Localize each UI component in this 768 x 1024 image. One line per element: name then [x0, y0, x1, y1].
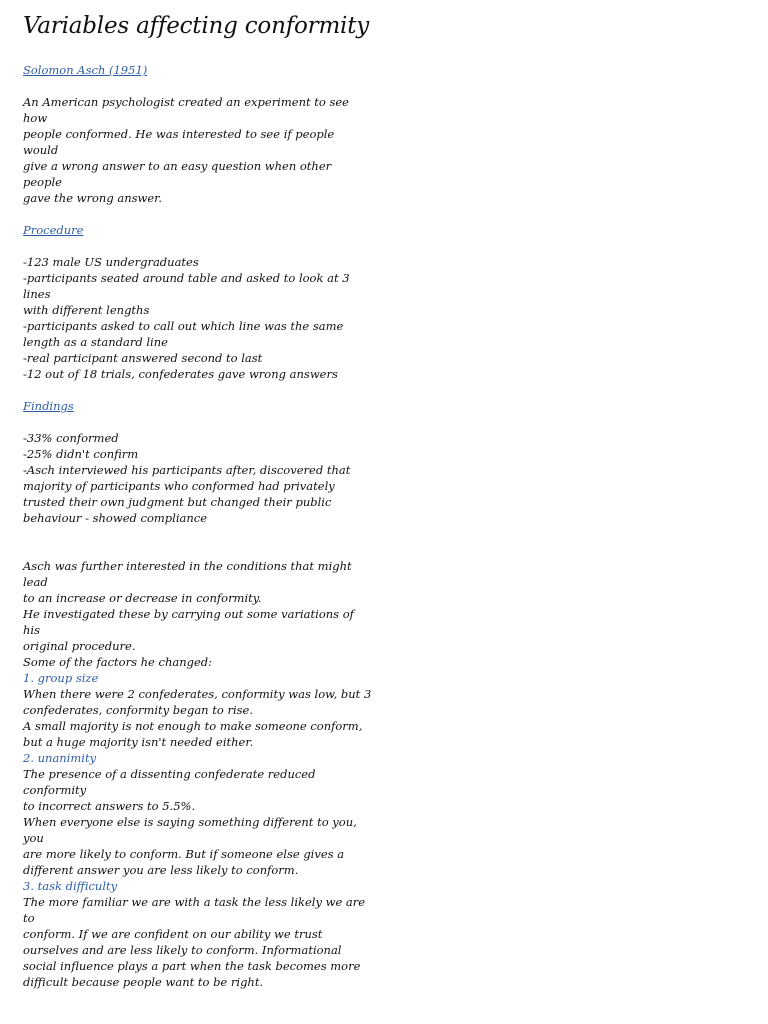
factor-group-size-text: When there were 2 confederates, conformity was low, but 3 confederates, conformity began to rise. A small majority is not enough to make someone conform, but a huge majority isn't needed either.: [23, 687, 372, 749]
factor-unanimity-text: The presence of a dissenting confederate reduced conformity to incorrect answers to 5.5%. When everyone else is saying something different to you, you are more likely to conform. But if someone else gives a different answer you are less likely to conform.: [23, 767, 357, 877]
variations-intro: Asch was further interested in the conditions that might lead to an increase or decrease in conformity. He investigated these by carrying out some variations of his original procedure. Some of the factors he changed:: [23, 559, 354, 669]
factor-unanimity-label: 2. unanimity: [23, 751, 97, 765]
procedure-heading: Procedure: [23, 223, 84, 237]
procedure-list: -123 male US undergraduates -participants seated around table and asked to look at 3 lines with different lengths -participants asked to call out which line was the same length as a standard line -real participant answered second to last -12 out of 18 trials, confederates gave wrong answers: [23, 255, 350, 381]
asch-heading: Solomon Asch (1951): [23, 63, 148, 77]
asch-description: An American psychologist created an experiment to see how people conformed. He was interested to see if people would give a wrong answer to an easy question when other people gave the wrong answer.: [23, 95, 349, 205]
factor-group-size-label: 1. group size: [23, 671, 99, 685]
factor-task-difficulty-text: The more familiar we are with a task the less likely we are to conform. If we are confident on our ability we trust ourselves and are less likely to conform. Informational social influence plays a part when the task becomes more difficult because people want to be right.: [23, 895, 366, 989]
findings-heading: Findings: [23, 399, 74, 413]
page-title: Variables affecting conformity: [23, 13, 370, 39]
notes-content: [23, 10, 373, 990]
findings-list: -33% conformed -25% didn't confirm -Asch interviewed his participants after, discovered that majority of participants who conformed had privately trusted their own judgment but changed their public behaviour - showed compliance: [23, 431, 351, 525]
factor-task-difficulty-label: 3. task difficulty: [23, 879, 118, 893]
